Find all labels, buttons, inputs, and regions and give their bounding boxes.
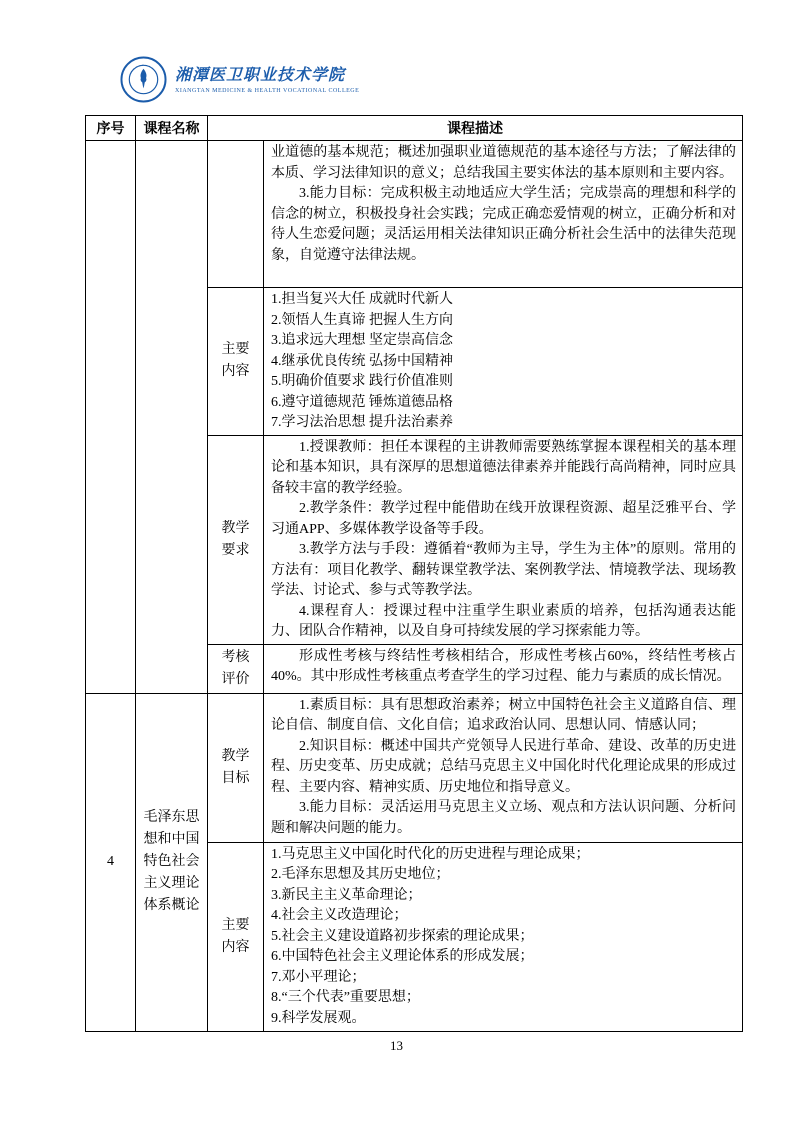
paragraph: 2.教学条件：教学过程中能借助在线开放课程资源、超星泛雅平台、学习通APP、多媒体教学设备等手段。 [271,501,736,537]
section-label-text: 教学目标 [221,748,250,786]
section-content-goal-tail [264,141,743,288]
section-label-text: 教学要求 [221,520,250,558]
section-label-main-content [208,288,264,436]
section-label-teaching-req [208,435,264,644]
paragraph: 形成性考核与终结性考核相结合，形成性考核占60%，终结性考核占40%。其中形成性考核重点考查学生的学习过程、能力与素质的成长情况。 [271,648,736,684]
section-label-text: 考核评价 [221,649,250,687]
seq-cell-empty [86,141,136,694]
course-description-table [85,115,743,1032]
section-label-text: 主要内容 [221,917,250,955]
list-line: 3.追求远大理想 坚定崇高信念 [271,333,453,348]
list-line: 8.“三个代表”重要思想； [271,990,420,1005]
header-course-name: 课程名称 [136,116,208,141]
list-line: 5.明确价值要求 践行价值准则 [271,374,453,389]
course-name-cell-empty [136,141,208,694]
college-name [175,66,359,94]
page-number: 13 [390,1038,403,1053]
section-content-teaching-goal [264,693,743,842]
list-line: 4.继承优良传统 弘扬中国精神 [271,353,453,369]
paragraph: 业道德的基本规范；概述加强职业道德规范的基本途径与方法；了解法律的本质、学习法律知识的意义；总结我国主要实体法的基本原则和主要内容。 [271,145,736,181]
table-header-row [86,116,743,141]
list-line: 7.邓小平理论； [271,969,366,985]
paragraph: 2.知识目标：概述中国共产党领导人民进行革命、建设、改革的历史进程、历史变革、历史成就；总结马克思主义中国化时代化理论成果的形成过程、主要内容、精神实质、历史地位和指导意义。 [271,738,736,795]
section-content-main-content [264,288,743,436]
list-line: 1.担当复兴大任 成就时代新人 [271,292,453,307]
college-name-english: XIANGTAN MEDICINE & HEALTH VOCATIONAL COLLEGE [175,87,360,94]
paragraph: 4.课程育人：授课过程中注重学生职业素质的培养，包括沟通表达能力、团队合作精神，以及自身可持续发展的学习探索能力等。 [271,603,736,639]
list-line: 1.马克思主义中国化时代化的历史进程与理论成果； [271,846,590,862]
section-label-text: 主要内容 [221,342,250,380]
paragraph: 1.素质目标：具有思想政治素养；树立中国特色社会主义道路自信、理论自信、制度自信、文化自信；追求政治认同、思想认同、情感认同； [271,697,736,733]
list-line: 6.中国特色社会主义理论体系的形成发展； [271,949,534,964]
seq-cell-4: 4 [86,693,136,1031]
list-line: 2.毛泽东思想及其历史地位； [271,867,450,882]
paragraph: 1.授课教师：担任本课程的主讲教师需要熟练掌握本课程相关的基本理论和基本知识，具有深厚的思想道德法律素养并能践行高尚精神，同时应具备较丰富的教学经验。 [271,439,736,496]
college-emblem-icon [120,56,167,103]
section-content-teaching-req [264,435,743,644]
section-label-assessment [208,644,264,693]
header-seq: 序号 [86,116,136,141]
paragraph: 3.能力目标：完成积极主动地适应大学生活；完成崇高的理想和科学的信念的树立，积极投身社会实践；完成正确恋爱情观的树立，正确分析和对待人生恋爱问题；灵活运用相关法律知识正确分析社会生活中的法律失范现象，自觉遵守法律法规。 [271,186,736,263]
list-line: 4.社会主义改造理论； [271,908,408,923]
table-row-goal-tail [86,141,743,288]
list-line: 9.科学发展观。 [271,1010,366,1026]
table-row-course4-goal [86,693,743,842]
header-course-desc: 课程描述 [208,116,743,141]
list-line: 5.社会主义建设道路初步探索的理论成果； [271,928,534,944]
section-content-assessment [264,644,743,693]
list-line: 3.新民主主义革命理论； [271,887,422,903]
paragraph: 3.教学方法与手段：遵循着“教师为主导，学生为主体”的原则。常用的方法有：项目化教学、翻转课堂教学法、案例教学法、情境教学法、现场教学法、讨论式、参与式等教学法。 [271,542,736,598]
section-label-main-content-4 [208,842,264,1031]
college-logo [120,56,359,103]
college-name-chinese: 湘潭医卫职业技术学院 [175,66,346,84]
paragraph: 3.能力目标：灵活运用马克思主义立场、观点和方法认识问题、分析问题和解决问题的能力。 [271,800,736,836]
section-label-empty [208,141,264,288]
list-line: 7.学习法治思想 提升法治素养 [271,415,453,430]
list-line: 2.领悟人生真谛 把握人生方向 [271,312,453,328]
section-label-teaching-goal [208,693,264,842]
section-content-main-content-4 [264,842,743,1031]
course-name-cell-4: 毛泽东思想和中国特色社会主义理论体系概论 [136,693,208,1031]
list-line: 6.遵守道德规范 锤炼道德品格 [271,394,453,410]
